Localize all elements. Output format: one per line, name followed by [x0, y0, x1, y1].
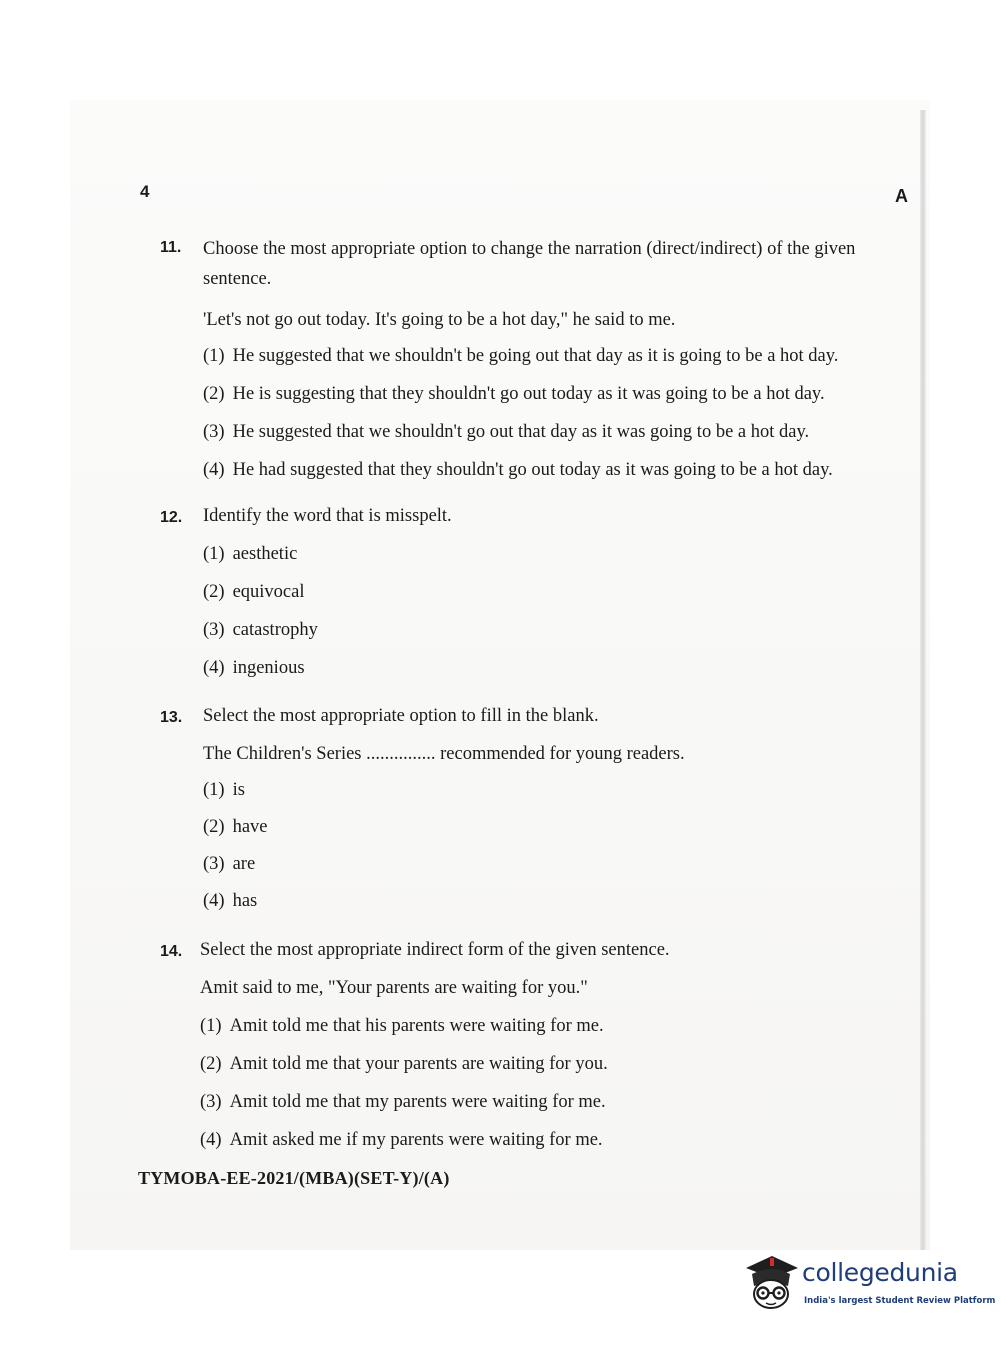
option-number: (2) [203, 384, 225, 404]
option-text: is [232, 780, 245, 800]
option-text: He is suggesting that they shouldn't go out today as it was going to be a hot day. [232, 384, 825, 404]
option-4 [203, 458, 833, 482]
option-number: (1) [203, 346, 225, 366]
option-number: (2) [200, 1054, 222, 1074]
option-2 [200, 1052, 608, 1076]
option-number: (2) [203, 817, 225, 837]
page-edge-shadow [920, 110, 926, 1250]
paper-code-footer: TYMOBA-EE-2021/(MBA)(SET-Y)/(A) [138, 1168, 450, 1188]
question-number: 14. [160, 943, 183, 960]
mascot-icon [742, 1250, 802, 1314]
option-text: are [232, 854, 256, 874]
question-prompt: Amit said to me, "Your parents are waiting for you." [200, 978, 588, 998]
question-text: Select the most appropriate option to fill in the blank. [203, 706, 599, 726]
question-number: 11. [160, 239, 182, 256]
option-number: (4) [203, 460, 225, 480]
option-3 [203, 618, 318, 642]
option-text: Amit told me that your parents are waiting for you. [229, 1054, 608, 1074]
brand-name: collegedunia [802, 1258, 958, 1287]
option-3 [200, 1090, 606, 1114]
option-number: (3) [200, 1092, 222, 1112]
option-text: ingenious [232, 658, 305, 678]
option-number: (3) [203, 422, 225, 442]
option-number: (4) [203, 891, 225, 911]
option-number: (1) [203, 780, 225, 800]
option-1 [203, 542, 297, 566]
option-number: (1) [203, 544, 225, 564]
question-number: 13. [160, 709, 183, 726]
question-text: Identify the word that is misspelt. [203, 506, 452, 526]
option-4 [203, 889, 257, 913]
option-4 [200, 1128, 603, 1152]
option-text: He suggested that we shouldn't go out that day as it was going to be a hot day. [232, 422, 810, 442]
option-text: He suggested that we shouldn't be going out that day as it is going to be a hot day. [232, 346, 839, 366]
option-text: equivocal [232, 582, 305, 602]
option-4 [203, 656, 305, 680]
option-2 [203, 382, 825, 406]
brand-tagline: India's largest Student Review Platform [804, 1296, 996, 1306]
option-text: have [232, 817, 268, 837]
question-text: Choose the most appropriate option to change the narration (direct/indirect) of the given sentence. [203, 239, 856, 289]
option-number: (4) [200, 1130, 222, 1150]
option-2 [203, 580, 305, 604]
option-text: aesthetic [232, 544, 298, 564]
option-number: (3) [203, 854, 225, 874]
option-number: (3) [203, 620, 225, 640]
option-3 [203, 852, 255, 876]
set-code: A [895, 186, 908, 206]
option-text: Amit told me that my parents were waiting for me. [229, 1092, 606, 1112]
option-text: Amit told me that his parents were waiting for me. [229, 1016, 604, 1036]
question-number: 12. [160, 509, 183, 526]
option-1 [203, 778, 245, 802]
collegedunia-logo [742, 1250, 996, 1320]
question-prompt: The Children's Series ............... recommended for young readers. [203, 744, 685, 764]
option-3 [203, 420, 809, 444]
option-number: (4) [203, 658, 225, 678]
option-number: (1) [200, 1016, 222, 1036]
question-prompt: 'Let's not go out today. It's going to be a hot day," he said to me. [203, 310, 676, 330]
option-1 [203, 344, 838, 368]
option-2 [203, 815, 268, 839]
page-number: 4 [140, 182, 150, 201]
option-text: Amit asked me if my parents were waiting for me. [229, 1130, 603, 1150]
question-text: Select the most appropriate indirect form of the given sentence. [200, 940, 670, 960]
option-text: catastrophy [232, 620, 318, 640]
option-text: He had suggested that they shouldn't go out today as it was going to be a hot day. [232, 460, 833, 480]
option-1 [200, 1014, 604, 1038]
option-number: (2) [203, 582, 225, 602]
option-text: has [232, 891, 258, 911]
